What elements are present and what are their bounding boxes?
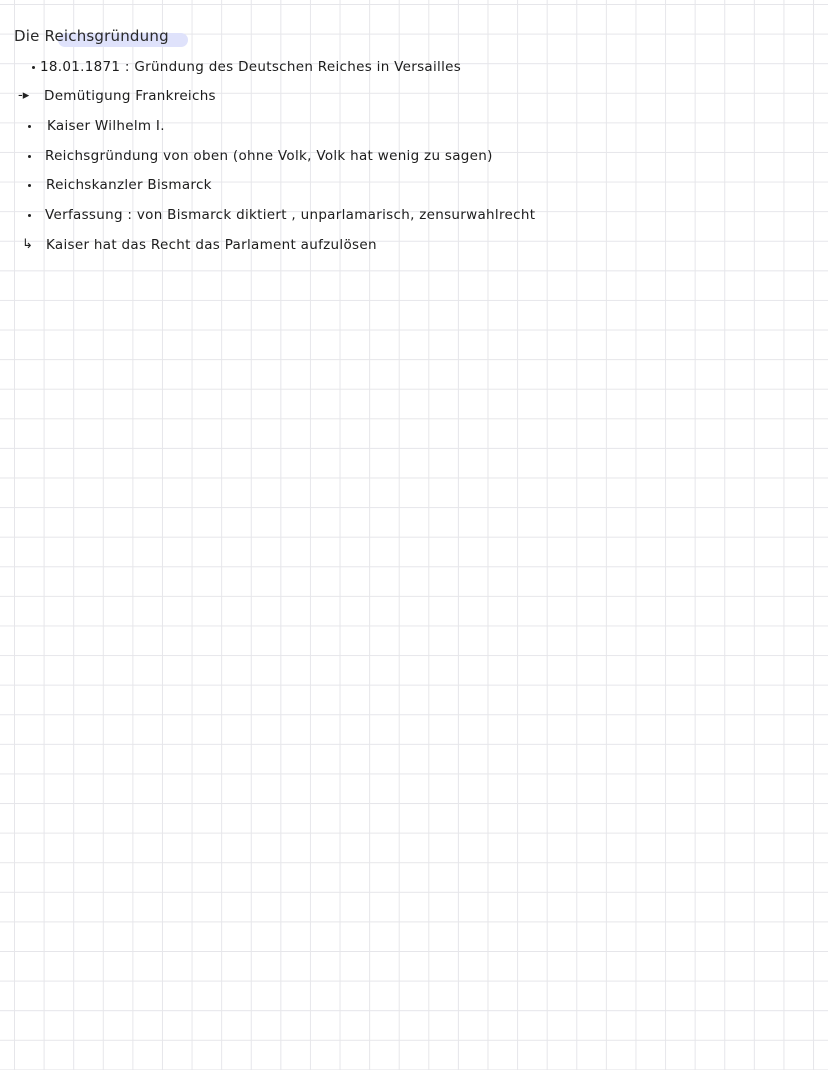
note-title-block bbox=[14, 27, 169, 51]
note-text: 18.01.1871 : Gründung des Deutschen Reiches in Versailles bbox=[40, 59, 462, 75]
bullet-dot-icon bbox=[28, 184, 31, 187]
note-text: Kaiser hat das Recht das Parlament aufzulösen bbox=[46, 237, 377, 253]
note-text: Demütigung Frankreichs bbox=[44, 88, 216, 104]
bullet-dot-icon bbox=[28, 155, 31, 158]
arrow-right-icon: -▸ bbox=[18, 88, 30, 103]
note-title: Die Reichsgründung bbox=[14, 27, 169, 45]
note-text: Reichskanzler Bismarck bbox=[46, 177, 212, 193]
hook-arrow-icon: ↳ bbox=[22, 237, 33, 252]
note-text: Kaiser Wilhelm I. bbox=[47, 118, 165, 134]
bullet-dot-icon bbox=[28, 214, 31, 217]
note-text: Verfassung : von Bismarck diktiert , unparlamarisch, zensurwahlrecht bbox=[45, 207, 536, 223]
bullet-dot-icon bbox=[28, 125, 31, 128]
note-text: Reichsgründung von oben (ohne Volk, Volk hat wenig zu sagen) bbox=[45, 148, 493, 164]
bullet-dot-icon bbox=[32, 66, 35, 69]
